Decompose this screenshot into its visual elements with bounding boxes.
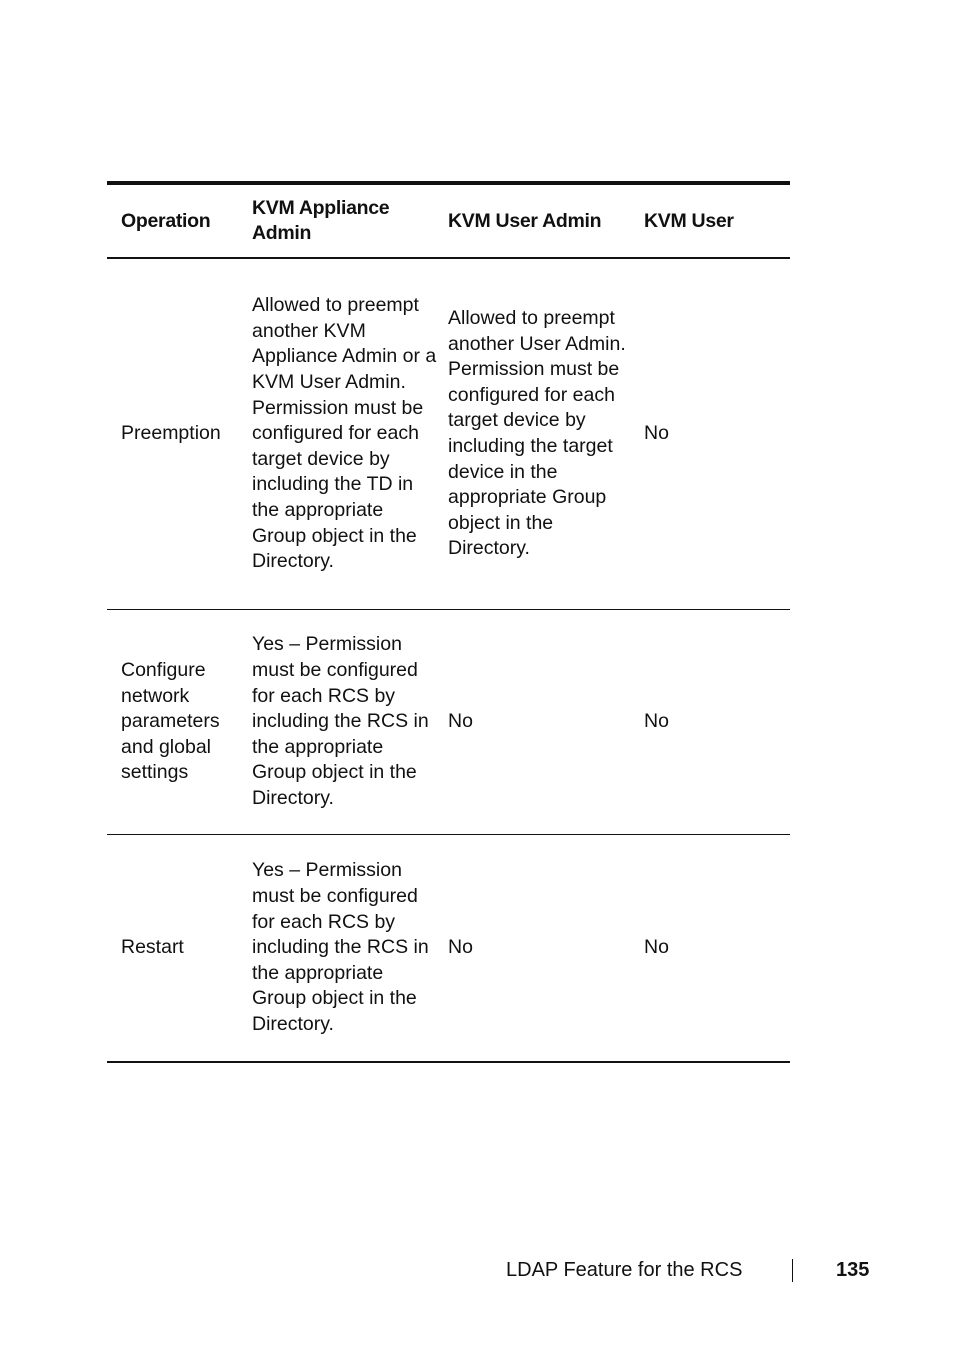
header-kvm-appliance-admin: KVM Appliance Admin	[252, 183, 448, 258]
page-number: 135	[836, 1259, 870, 1281]
cell-appliance-admin: Allowed to preempt another KVM Appliance Admin or a KVM User Admin. Permission must be configured for each target device by including the TD in the appropriate Group object in the Directory.	[252, 258, 448, 610]
table-row	[107, 835, 790, 1063]
cell-user-admin: No	[448, 835, 644, 1063]
table-row	[107, 610, 790, 835]
cell-appliance-admin: Yes – Permission must be configured for each RCS by including the RCS in the appropriate Group object in the Directory.	[252, 610, 448, 835]
cell-user-admin: No	[448, 610, 644, 835]
header-kvm-user: KVM User	[644, 183, 790, 258]
header-operation: Operation	[107, 183, 252, 258]
cell-operation: Preemption	[107, 258, 252, 610]
table-header-row	[107, 183, 790, 258]
cell-operation: Restart	[107, 835, 252, 1063]
permissions-table	[107, 181, 790, 1063]
footer-section-title: LDAP Feature for the RCS	[506, 1259, 743, 1281]
footer-divider	[792, 1259, 793, 1282]
cell-user: No	[644, 610, 790, 835]
cell-operation: Configure network parameters and global settings	[107, 610, 252, 835]
cell-user: No	[644, 258, 790, 610]
cell-user-admin: Allowed to preempt another User Admin. Permission must be configured for each target device by including the target device in the appropriate Group object in the Directory.	[448, 258, 644, 610]
header-kvm-user-admin: KVM User Admin	[448, 183, 644, 258]
table-row	[107, 258, 790, 610]
cell-user: No	[644, 835, 790, 1063]
cell-appliance-admin: Yes – Permission must be configured for each RCS by including the RCS in the appropriate Group object in the Directory.	[252, 835, 448, 1063]
